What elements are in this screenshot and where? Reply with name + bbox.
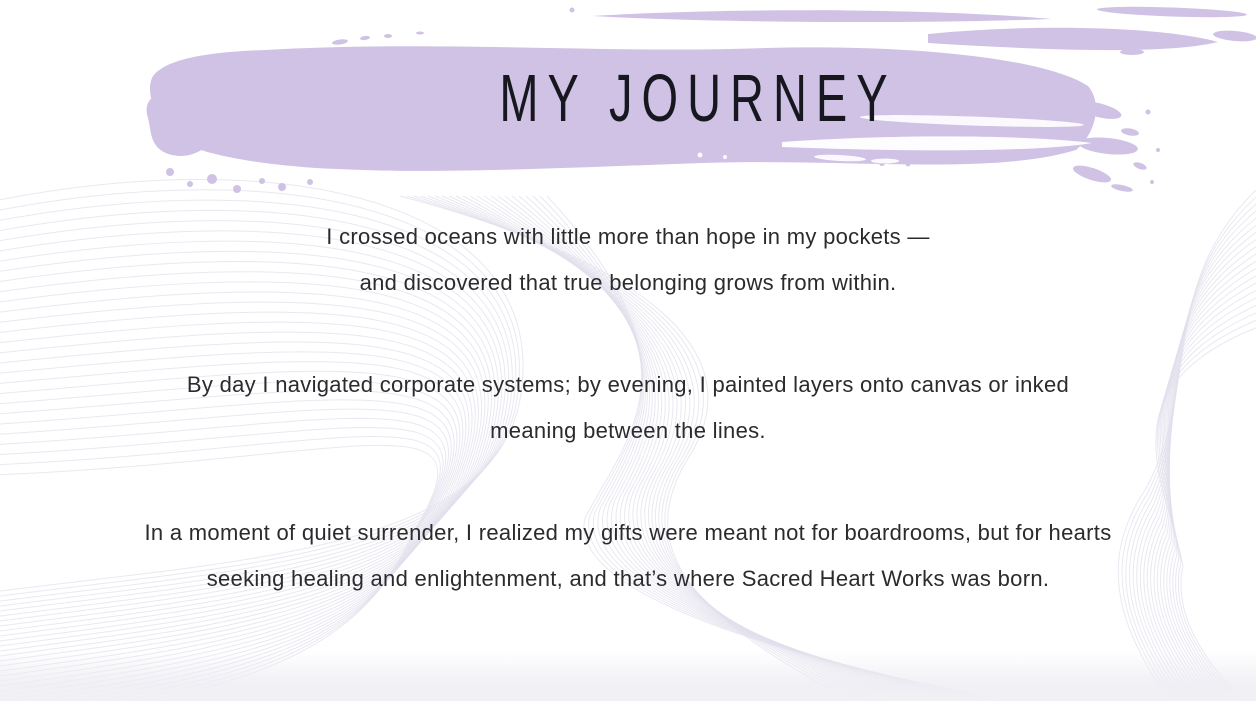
paragraph-line: meaning between the lines.	[490, 418, 766, 443]
paragraph-line: and discovered that true belonging grows from within.	[359, 270, 897, 295]
journey-paragraph	[0, 362, 1256, 454]
journey-text	[0, 214, 1256, 602]
paragraph-line: I crossed oceans with little more than hope in my pockets —	[326, 224, 930, 249]
journey-paragraph	[0, 214, 1256, 306]
paragraph-line: seeking healing and enlightenment, and that’s where Sacred Heart Works was born.	[206, 566, 1050, 591]
page-title: MY JOURNEY	[499, 59, 897, 135]
paragraph-line: In a moment of quiet surrender, I realized my gifts were meant not for boardrooms, but for hearts	[144, 520, 1112, 545]
paragraph-line: By day I navigated corporate systems; by evening, I painted layers onto canvas or inked	[186, 372, 1070, 397]
journey-paragraph	[0, 510, 1256, 602]
journey-banner	[140, 0, 1256, 200]
